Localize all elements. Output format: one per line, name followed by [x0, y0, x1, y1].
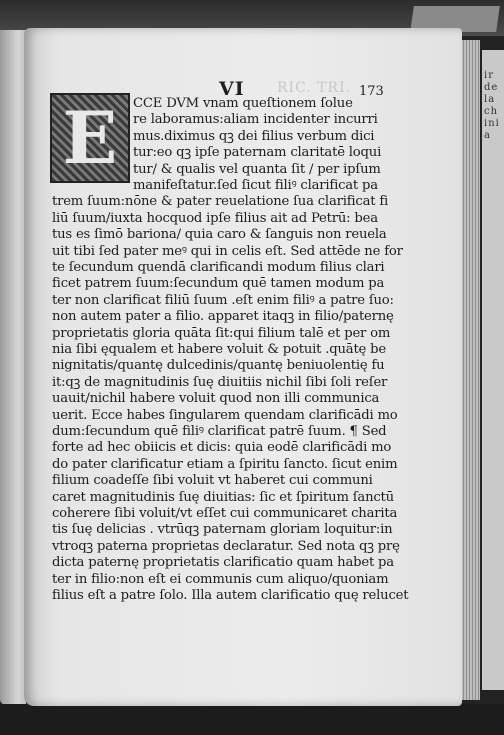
text-line: manifeſtatur.ſed ſicut filiꝰ clarificat pa [133, 178, 378, 193]
text-line: tis ſuę delicias . vtrūqꝫ paternam gloriam loquitur:in [52, 522, 393, 538]
text-line: nignitatis/quantę dulcedinis/quantę beniuolentię fu [52, 358, 385, 374]
text-line: dum:ſecundum quē filiꝰ clarificat patrē ſuum. ¶ Sed [52, 424, 387, 439]
text-line: filium coadeſſe ſibi voluit vt haberet cui communi [52, 473, 373, 489]
signature-mark: VI [219, 78, 245, 100]
text-line: tus es ſimō bariona/ quia caro & ſanguis non reuela [52, 227, 387, 243]
text-line: proprietatis gloria quāta ſit:qui filium talē et per om [52, 325, 391, 341]
text-line: tur/ & qualis vel quanta ſit / per ipſum [133, 161, 381, 177]
text-line: uit tibi ſed pater meꝰ qui in celis eſt. Sed attēde ne for [52, 243, 403, 259]
text-line: ter non clarificat filiū ſuum .eſt enim filiꝰ a patre ſuo: [52, 292, 394, 308]
text-line: it:qꝫ de magnitudinis ſuę diuitiis nichil ſibi ſoli reſer [52, 374, 388, 390]
text-line: trem ſuum:nōne & pater reuelatione ſua clarificat fi [52, 194, 389, 210]
text-line: mus.diximus qꝫ dei filius verbum dici [133, 128, 375, 144]
text-line: liū ſuum/iuxta hocquod ipſe filius ait ad Petrū: bea [52, 210, 378, 226]
text-line: uerit. Ecce habes ſingularem quendam clarificādi mo [52, 407, 398, 423]
text-line: non autem pater a filio. apparet itaqꝫ in filio/paternę [52, 309, 394, 325]
text-line: re laboramus:aliam incidenter incurri [133, 112, 378, 128]
text-line: ficet patrem ſuum:ſecundum quē tamen modum pa [52, 276, 385, 292]
text-line: vtroqꝫ paterna proprietas declaratur. Sed nota qꝫ prę [52, 538, 400, 554]
text-line: tur:eo qꝫ ipſe paternam claritatē loqui [133, 145, 382, 161]
initial-letter: E [62, 95, 118, 180]
text-line: dicta paternę proprietatis clarificatio quam habet pa [52, 555, 394, 571]
right-tab-text: ir de la chinia [484, 70, 500, 141]
text-line: ter in filio:non eſt ei communis cum aliquo/quoniam [52, 571, 389, 587]
text-line: te ſecundum quendā clarificandi modum filius clari [52, 260, 385, 275]
text-line: filius eſt a patre ſolo. Illa autem clarificatio quę relucet [52, 588, 409, 603]
text-line: caret magnitudinis ſuę diuitias: ſic et ſpiritum ſanctū [52, 489, 394, 505]
text-line: coherere ſibi voluit/vt eſſet cui communicaret charita [52, 506, 398, 521]
text-line: nia ſibi ęqualem et habere voluit & potuit .quātę be [52, 342, 386, 357]
text-line: uauit/nichil habere voluit quod non illi communica [52, 391, 380, 407]
page-number: 173 [359, 84, 384, 99]
running-title: RIC. TRI. [277, 80, 352, 96]
text-line: do pater clarificatur etiam a ſpiritu ſancto. ſicut enim [52, 456, 398, 472]
text-line: forte ad hec obiicis et dicis: quia eodē clarificādi mo [52, 440, 392, 456]
text-line: CCE DVM vnam queſtionem ſolue [133, 96, 353, 111]
